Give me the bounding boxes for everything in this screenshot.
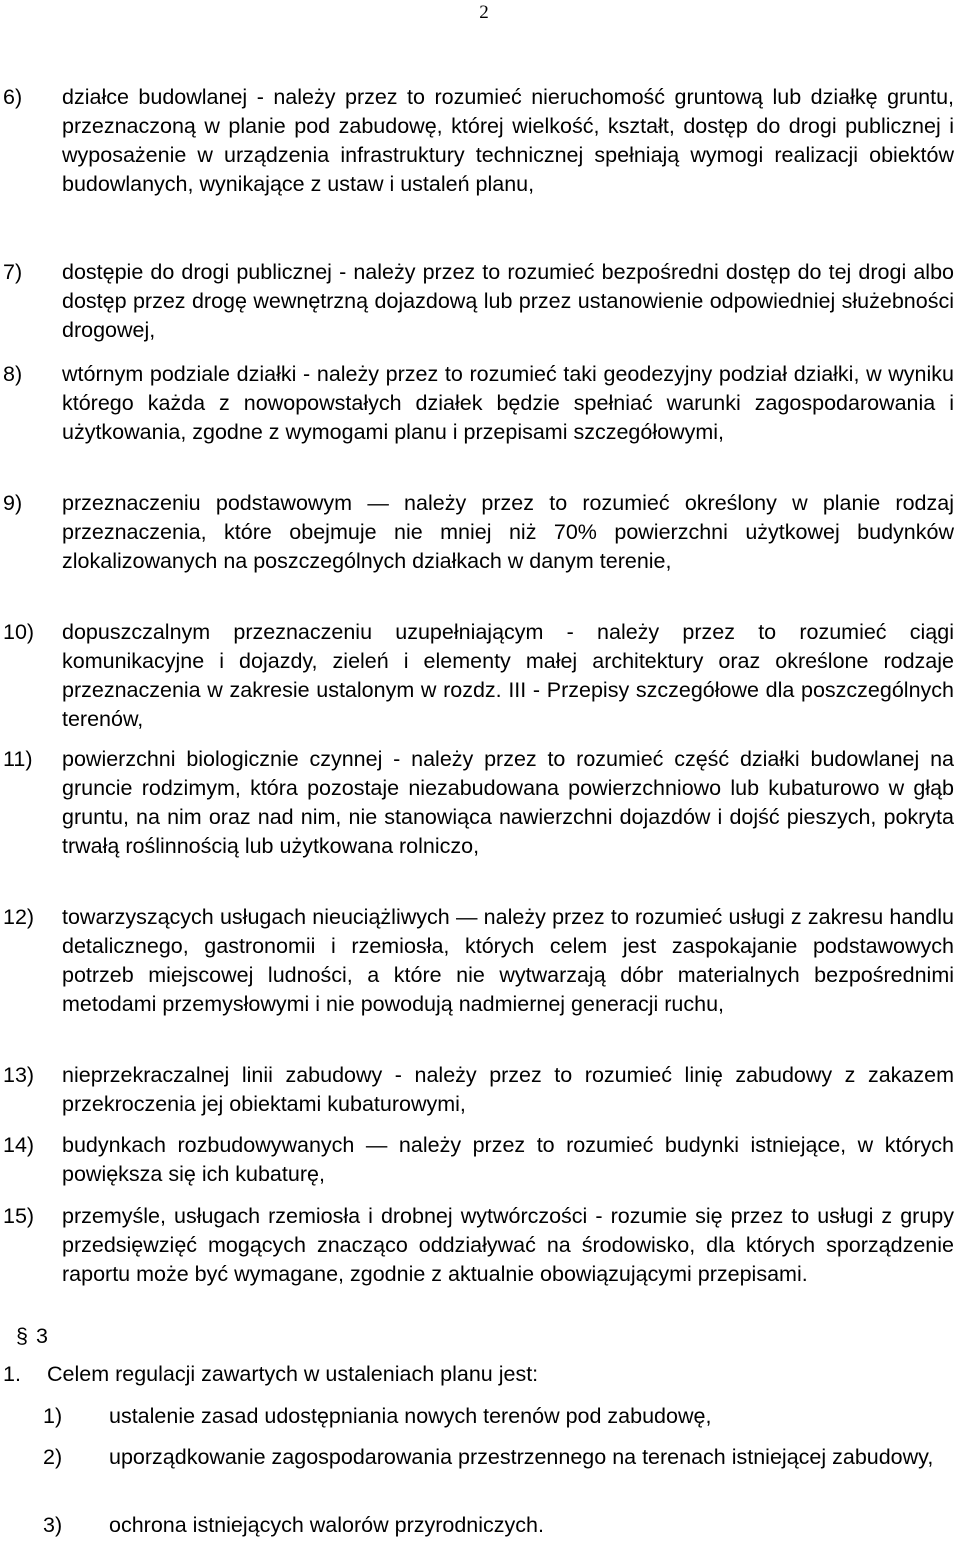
definition-text: dopuszczalnym przeznaczeniu uzupełniającym - należy przez to rozumieć ciągi komunikacyjne i dojazdy, zieleń i elementy małej architektury oraz określone rodzaje przeznaczenia w zakresie ustalonym w rozdz. III - Przepisy szczegółowe dla poszczególnych terenów, (62, 620, 954, 732)
goal-number: 3) (43, 1513, 63, 1537)
definition-text: dostępie do drogi publicznej - należy przez to rozumieć bezpośredni dostęp do tej drogi albo dostęp przez drogę wewnętrzną dojazdową lub przez ustanowienie odpowiedniej służebności drogowej, (62, 260, 954, 343)
definition-number: 9) (3, 491, 23, 515)
definition-number: 8) (3, 362, 23, 386)
section-number: 3 (36, 1324, 48, 1348)
section-heading (16, 1322, 48, 1351)
definition-item-6 (0, 83, 960, 199)
definition-number: 6) (3, 85, 23, 109)
definition-number: 14) (3, 1133, 35, 1157)
definition-item-10 (0, 618, 960, 734)
definition-text: powierzchni biologicznie czynnej - należy przez to rozumieć część działki budowlanej na gruncie rodzimym, która pozostaje niezabudowana powierzchniowo lub kubaturowo w głąb gruntu, na nim oraz nad nim, nie stanowiąca nawierzchni dojazdów i dojść pieszych, pokryta trwałą roślinnością lub użytkowana rolniczo, (62, 747, 954, 859)
definition-item-15 (0, 1202, 960, 1289)
definition-item-11 (0, 745, 960, 861)
definition-text: budynkach rozbudowywanych — należy przez to rozumieć budynki istniejące, w których powiększa się ich kubaturę, (62, 1133, 954, 1187)
goal-text: uporządkowanie zagospodarowania przestrzennego na terenach istniejącej zabudowy, (109, 1445, 934, 1469)
page-number: 2 (479, 2, 489, 23)
definition-text: działce budowlanej - należy przez to rozumieć nieruchomość gruntową lub działkę gruntu, przeznaczoną w planie pod zabudowę, której wielkość, kształt, dostęp do drogi publicznej i wyposażenie w urządzenia infrastruktury technicznej spełniają wymogi realizacji obiektów budowlanych, wynikające z ustaw i ustaleń planu, (62, 85, 954, 197)
goal-item-1 (0, 1402, 960, 1431)
goal-text: ochrona istniejących walorów przyrodniczych. (109, 1513, 544, 1537)
definition-text: towarzyszących usługach nieuciążliwych — należy przez to rozumieć usługi z zakresu handlu detalicznego, gastronomii i rzemiosła, których celem jest zaspokajanie podstawowych potrzeb miejscowej ludności, a które nie wytwarzają dóbr materialnych bezpośrednimi metodami przemysłowymi i nie powodują nadmiernej generacji ruchu, (62, 905, 954, 1017)
definition-text: wtórnym podziale działki - należy przez to rozumieć taki geodezyjny podział działki, w wyniku którego każda z nowopowstałych działek będzie spełniać warunki zagospodarowania i użytkowania, zgodne z wymogami planu i przepisami szczegółowymi, (62, 362, 954, 445)
goal-text: ustalenie zasad udostępniania nowych terenów pod zabudowę, (109, 1404, 712, 1428)
definition-number: 15) (3, 1204, 35, 1228)
definition-number: 10) (3, 620, 35, 644)
paragraph-lead (3, 1360, 538, 1389)
definition-number: 13) (3, 1063, 35, 1087)
definition-number: 7) (3, 260, 23, 284)
paragraph-number: 1. (3, 1362, 21, 1386)
definition-text: nieprzekraczalnej linii zabudowy - należy przez to rozumieć linię zabudowy z zakazem przekroczenia jej obiektami kubaturowymi, (62, 1063, 954, 1117)
definition-item-7 (0, 258, 960, 345)
section-symbol: § (16, 1324, 28, 1348)
definition-item-13 (0, 1061, 960, 1119)
definition-item-12 (0, 903, 960, 1019)
goal-item-3 (0, 1511, 960, 1540)
definition-item-14 (0, 1131, 960, 1189)
definition-text: przeznaczeniu podstawowym — należy przez to rozumieć określony w planie rodzaj przeznaczenia, które obejmuje nie mniej niż 70% powierzchni użytkowej budynków zlokalizowanych na poszczególnych działkach w danym terenie, (62, 491, 954, 574)
definition-item-8 (0, 360, 960, 447)
goal-number: 1) (43, 1404, 63, 1428)
definition-item-9 (0, 489, 960, 576)
paragraph-text: Celem regulacji zawartych w ustaleniach planu jest: (47, 1362, 539, 1386)
definition-number: 12) (3, 905, 35, 929)
goal-number: 2) (43, 1445, 63, 1469)
definition-number: 11) (3, 747, 33, 771)
definition-text: przemyśle, usługach rzemiosła i drobnej wytwórczości - rozumie się przez to usługi z grupy przedsięwzięć mogących znacząco oddziaływać na środowisko, dla których sporządzenie raportu może być wymagane, zgodnie z aktualnie obowiązującymi przepisami. (62, 1204, 954, 1287)
goal-item-2 (0, 1443, 960, 1472)
